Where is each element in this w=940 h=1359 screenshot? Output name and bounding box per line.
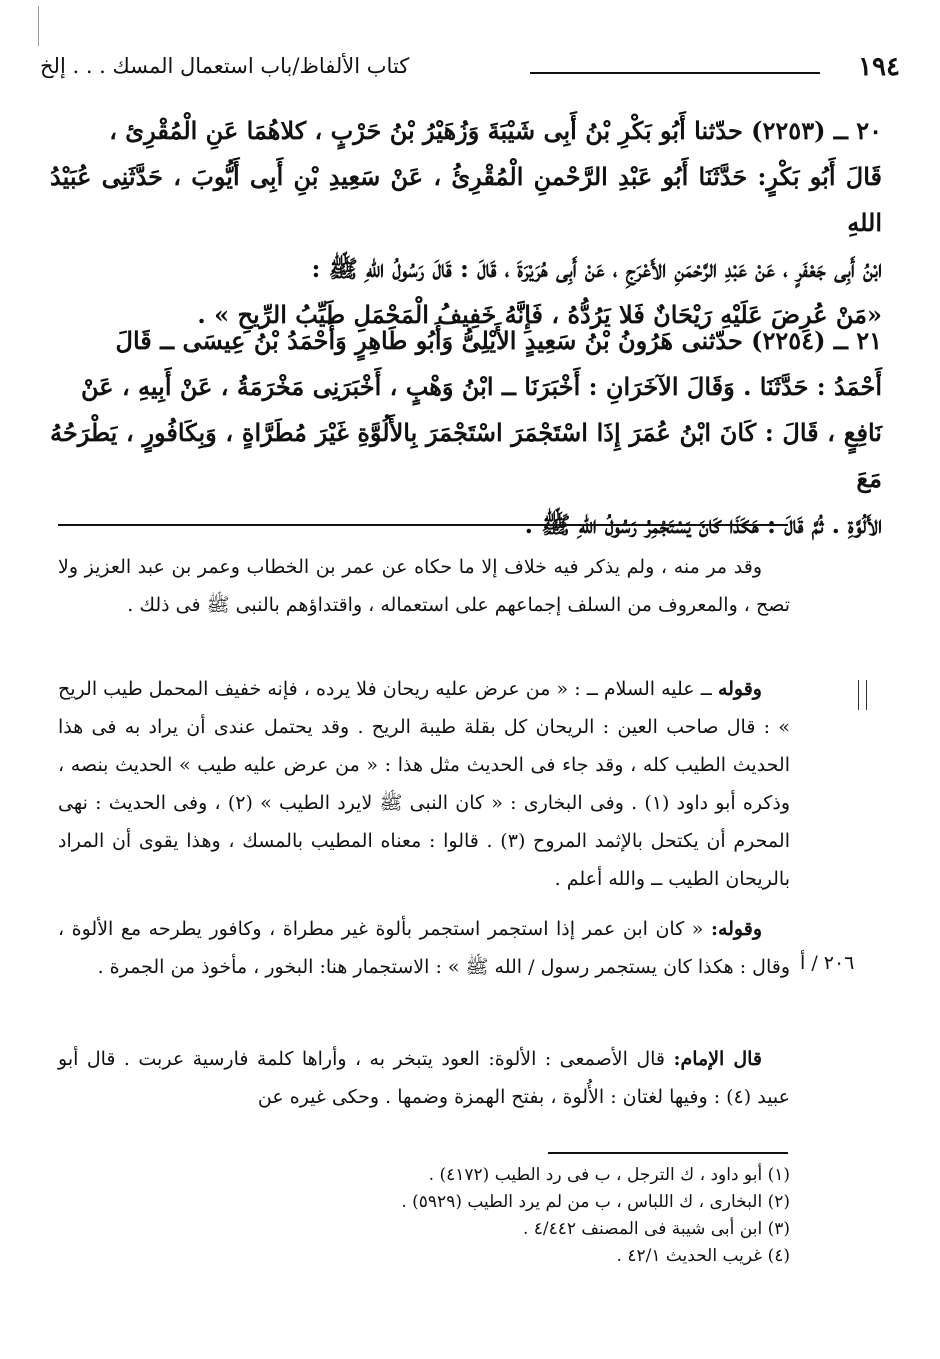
section-divider [58, 524, 788, 526]
commentary-text: وقد مر منه ، ولم يذكر فيه خلاف إلا ما حكاه عن عمر بن الخطاب وعمر بن عبد العزيز ولا تصح ، والمعروف من السلف إجماعهم على استعماله ، واقتداؤهم بالنبى ﷺ فى ذلك . [58, 556, 790, 616]
hadith-line: الأَلُوَّةِ . ثُمَّ قَالَ : هَكَذَا كَانَ يَسْتَجْمِرُ رَسُولُ اللهِ ﷺ . [524, 510, 882, 539]
footnote: (٢) البخارى ، ك اللباس ، ب من لم يرد الطيب (٥٩٢٩) . [401, 1192, 790, 1212]
footnote: (٤) غريب الحديث ٤٢/١ . [616, 1246, 790, 1266]
footnote: (١) أبو داود ، ك الترجل ، ب فى رد الطيب (٤١٧٢) . [428, 1165, 790, 1185]
margin-mark [858, 680, 860, 710]
commentary-text: ــ عليه السلام ــ : « من عرض عليه ريحان فلا يرده ، فإنه خفيف المحمل طيب الريح » : قال صاحب العين : الريحان كل بقلة طيبة الريح . وقد يحتمل عندى أن يراد به فى هذا الحديث الطيب كله ، وقد جاء فى الحديث مثل هذا : « من عرض عليه طيب » الحديث بنصه ، وذكره أبو داود (١) . وفى البخارى : « كان النبى ﷺ لايرد الطيب » (٢) ، وفى الحديث : نهى المحرم أن يكتحل بالإثمد المروح (٣) . قالوا : معناه المطيب بالمسك ، وهذا يقوى أن المراد بالريحان الطيب ــ والله أعلم . [58, 678, 790, 890]
hadith-20 [50, 108, 882, 338]
commentary-paragraph-3 [58, 910, 790, 986]
paragraph-lead: قال الإمام: [673, 1048, 762, 1070]
manuscript-folio-note: ٢٠٦ / أ [800, 952, 855, 974]
paragraph-lead: وقوله: [710, 918, 762, 940]
page-header [40, 52, 900, 86]
paragraph-lead: وقوله [717, 678, 762, 700]
footnote-divider [548, 1152, 788, 1154]
hadith-line: ٢٠ ــ (٢٢٥٣) حدّثنا أَبُو بَكْرِ بْنُ أَبِى شَيْبَةَ وَزُهَيْرُ بْنُ حَرْبٍ ، كلاهُمَا عَنِ الْمُقْرِئ ، [109, 116, 882, 145]
hadith-21 [50, 318, 882, 548]
hadith-line: «مَنْ عُرِضَ عَلَيْهِ رَيْحَانٌ فَلا يَرُدُّهُ ، فَإِنَّهُ خَفِيفُ الْمَحْمَلِ طَيِّبُ الرِّيحِ » . [197, 300, 882, 329]
scan-edge-mark [38, 6, 40, 46]
margin-mark [866, 680, 868, 710]
hadith-line: أَحْمَدُ : حَدَّثَنَا . وَقَالَ الآخَرَانِ : أَخْبَرَنَا ــ ابْنُ وَهْبٍ ، أَخْبَرَنِى مَخْرَمَةُ ، عَنْ أَبِيهِ ، عَنْ [81, 372, 882, 401]
footnotes [58, 1162, 790, 1270]
commentary-text: قال الأصمعى : الألوة: العود يتبخر به ، وأراها كلمة فارسية عربت . قال أبو عبيد (٤) : وفيها لغتان : الأُلوة ، بفتح الهمزة وضمها . وحكى غيره عن [58, 1048, 790, 1108]
page-number: ١٩٤ [858, 52, 900, 82]
footnote: (٣) ابن أبى شيبة فى المصنف ٤/٤٤٢ . [522, 1219, 790, 1239]
running-title: كتاب الألفاظ/باب استعمال المسك . . . إلخ [40, 54, 410, 78]
commentary-paragraph-1 [58, 548, 790, 624]
hadith-line: نَافِعٍ ، قَالَ : كَانَ ابْنُ عُمَرَ إِذَا اسْتَجْمَرَ اسْتَجْمَرَ بِالأَلُوَّةِ غَيْرَ مُطَرَّاةٍ ، وَبِكَافُورٍ ، يَطْرَحُهُ مَعَ [50, 418, 882, 493]
header-rule [530, 72, 820, 74]
hadith-line: ٢١ ــ (٢٢٥٤) حدّثنى هَرُونُ بْنُ سَعِيدٍ الأَيْلِىُّ وَأَبُو طَاهِرٍ وَأَحْمَدُ بْنُ عِيسَى ــ قَالَ [115, 326, 882, 355]
commentary-text: « كان ابن عمر إذا استجمر استجمر بألوة غير مطراة ، وكافور يطرحه مع الألوة ، وقال : هكذا كان يستجمر رسول / الله ﷺ » : الاستجمار هنا: البخور ، مأخوذ من الجمرة . [58, 918, 790, 978]
hadith-line: قَالَ أَبُو بَكْرٍ: حَدَّثَنَا أَبُو عَبْدِ الرَّحْمنِ الْمُقْرِئُ ، عَنْ سَعِيدِ بْنِ أَبِى أَيُّوبَ ، حَدَّثَنِى عُبَيْدُ اللهِ [50, 162, 882, 237]
commentary-paragraph-4 [58, 1040, 790, 1116]
commentary-paragraph-2 [58, 670, 790, 898]
hadith-line: ابْنُ أَبِى جَعْفَرٍ ، عَنْ عَبْدِ الرَّحْمَنِ الأَعْرَجِ ، عَنْ أَبِى هُرَيْرَةَ ، قَالَ : قَالَ رَسُولُ اللهِ ﷺ : [311, 254, 882, 283]
